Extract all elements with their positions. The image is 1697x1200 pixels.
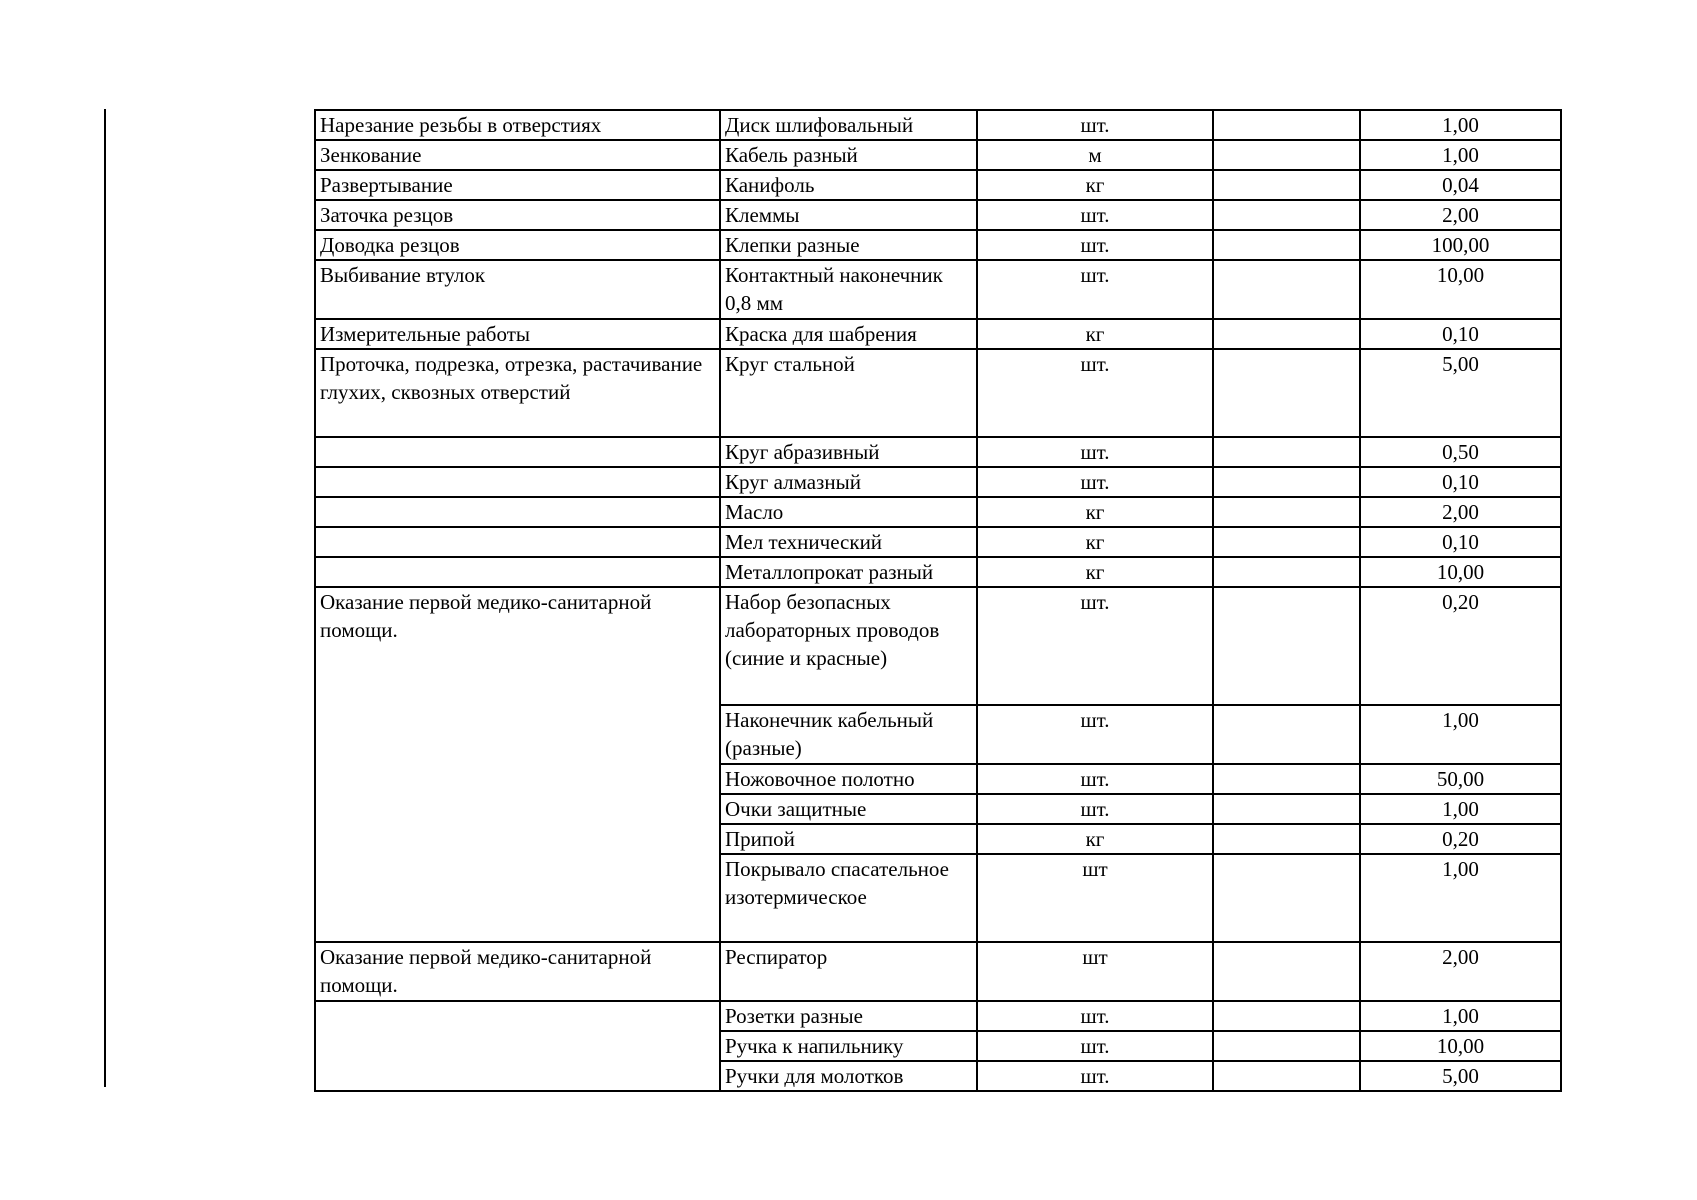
blank-cell (1213, 319, 1360, 349)
blank-cell (1213, 200, 1360, 230)
material-cell: Круг стальной (720, 349, 977, 437)
table-row (315, 170, 1561, 200)
blank-cell (1213, 260, 1360, 319)
unit-cell: шт. (977, 794, 1213, 824)
material-cell: Мел технический (720, 527, 977, 557)
unit-cell: шт (977, 942, 1213, 1001)
material-cell: Кабель разный (720, 140, 977, 170)
qty-cell: 0,20 (1360, 587, 1561, 705)
work-cell: Измерительные работы (315, 319, 720, 349)
unit-cell: шт. (977, 764, 1213, 794)
material-cell: Ручки для молотков (720, 1061, 977, 1091)
unit-cell: шт. (977, 349, 1213, 437)
work-cell (315, 557, 720, 587)
blank-cell (1213, 230, 1360, 260)
blank-cell (1213, 1031, 1360, 1061)
qty-cell: 2,00 (1360, 200, 1561, 230)
material-cell: Ножовочное полотно (720, 764, 977, 794)
table-row (315, 230, 1561, 260)
qty-cell: 10,00 (1360, 1031, 1561, 1061)
material-cell: Покрывало спасательное изотермическое (720, 854, 977, 942)
unit-cell: шт. (977, 1001, 1213, 1031)
material-cell: Контактный наконечник 0,8 мм (720, 260, 977, 319)
blank-cell (1213, 527, 1360, 557)
table-row (315, 140, 1561, 170)
material-cell: Респиратор (720, 942, 977, 1001)
table-row (315, 319, 1561, 349)
material-cell: Круг алмазный (720, 467, 977, 497)
blank-cell (1213, 824, 1360, 854)
qty-cell: 1,00 (1360, 794, 1561, 824)
blank-cell (1213, 764, 1360, 794)
left-margin-line (104, 109, 106, 1087)
blank-cell (1213, 170, 1360, 200)
work-cell (315, 467, 720, 497)
blank-cell (1213, 110, 1360, 140)
unit-cell: кг (977, 170, 1213, 200)
material-cell: Клепки разные (720, 230, 977, 260)
materials-table (314, 109, 1562, 1092)
material-cell: Краска для шабрения (720, 319, 977, 349)
qty-cell: 100,00 (1360, 230, 1561, 260)
unit-cell: шт. (977, 587, 1213, 705)
work-cell: Доводка резцов (315, 230, 720, 260)
blank-cell (1213, 437, 1360, 467)
unit-cell: шт. (977, 200, 1213, 230)
table-row (315, 349, 1561, 437)
qty-cell: 0,10 (1360, 527, 1561, 557)
work-cell: Нарезание резьбы в отверстиях (315, 110, 720, 140)
unit-cell: шт. (977, 1031, 1213, 1061)
material-cell: Ручка к напильнику (720, 1031, 977, 1061)
qty-cell: 5,00 (1360, 1061, 1561, 1091)
blank-cell (1213, 587, 1360, 705)
qty-cell: 2,00 (1360, 942, 1561, 1001)
table-row (315, 467, 1561, 497)
qty-cell: 0,20 (1360, 824, 1561, 854)
material-cell: Диск шлифовальный (720, 110, 977, 140)
material-cell: Розетки разные (720, 1001, 977, 1031)
table-row (315, 260, 1561, 319)
blank-cell (1213, 349, 1360, 437)
work-cell: Оказание первой медико-санитарной помощи. (315, 942, 720, 1001)
unit-cell: кг (977, 824, 1213, 854)
material-cell: Канифоль (720, 170, 977, 200)
work-cell: Выбивание втулок (315, 260, 720, 319)
qty-cell: 50,00 (1360, 764, 1561, 794)
table-row (315, 587, 1561, 705)
unit-cell: кг (977, 527, 1213, 557)
blank-cell (1213, 854, 1360, 942)
table-row (315, 1001, 1561, 1031)
blank-cell (1213, 497, 1360, 527)
blank-cell (1213, 1001, 1360, 1031)
work-cell: Оказание первой медико-санитарной помощи. (315, 587, 720, 942)
unit-cell: шт. (977, 1061, 1213, 1091)
qty-cell: 5,00 (1360, 349, 1561, 437)
unit-cell: шт (977, 854, 1213, 942)
qty-cell: 1,00 (1360, 110, 1561, 140)
material-cell: Металлопрокат разный (720, 557, 977, 587)
work-cell: Развертывание (315, 170, 720, 200)
unit-cell: м (977, 140, 1213, 170)
qty-cell: 1,00 (1360, 140, 1561, 170)
table-row (315, 557, 1561, 587)
unit-cell: кг (977, 557, 1213, 587)
qty-cell: 1,00 (1360, 854, 1561, 942)
material-cell: Клеммы (720, 200, 977, 230)
work-cell (315, 497, 720, 527)
table-row (315, 437, 1561, 467)
material-cell: Очки защитные (720, 794, 977, 824)
material-cell: Набор безопасных лабораторных проводов (синие и красные) (720, 587, 977, 705)
material-cell: Круг абразивный (720, 437, 977, 467)
work-cell: Проточка, подрезка, отрезка, растачивание глухих, сквозных отверстий (315, 349, 720, 437)
qty-cell: 10,00 (1360, 557, 1561, 587)
material-cell: Наконечник кабельный (разные) (720, 705, 977, 764)
unit-cell: шт. (977, 437, 1213, 467)
table-row (315, 942, 1561, 1001)
blank-cell (1213, 467, 1360, 497)
qty-cell: 1,00 (1360, 705, 1561, 764)
blank-cell (1213, 1061, 1360, 1091)
unit-cell: шт. (977, 705, 1213, 764)
qty-cell: 0,10 (1360, 319, 1561, 349)
qty-cell: 1,00 (1360, 1001, 1561, 1031)
table-row (315, 200, 1561, 230)
unit-cell: шт. (977, 260, 1213, 319)
qty-cell: 0,04 (1360, 170, 1561, 200)
unit-cell: шт. (977, 110, 1213, 140)
qty-cell: 10,00 (1360, 260, 1561, 319)
table-row (315, 110, 1561, 140)
qty-cell: 2,00 (1360, 497, 1561, 527)
material-cell: Припой (720, 824, 977, 854)
work-cell: Зенкование (315, 140, 720, 170)
unit-cell: шт. (977, 467, 1213, 497)
work-cell (315, 437, 720, 467)
work-cell (315, 527, 720, 557)
unit-cell: шт. (977, 230, 1213, 260)
material-cell: Масло (720, 497, 977, 527)
blank-cell (1213, 942, 1360, 1001)
qty-cell: 0,50 (1360, 437, 1561, 467)
table-row (315, 497, 1561, 527)
blank-cell (1213, 705, 1360, 764)
unit-cell: кг (977, 319, 1213, 349)
blank-cell (1213, 794, 1360, 824)
table-row (315, 527, 1561, 557)
blank-cell (1213, 140, 1360, 170)
qty-cell: 0,10 (1360, 467, 1561, 497)
unit-cell: кг (977, 497, 1213, 527)
work-cell (315, 1001, 720, 1091)
blank-cell (1213, 557, 1360, 587)
work-cell: Заточка резцов (315, 200, 720, 230)
